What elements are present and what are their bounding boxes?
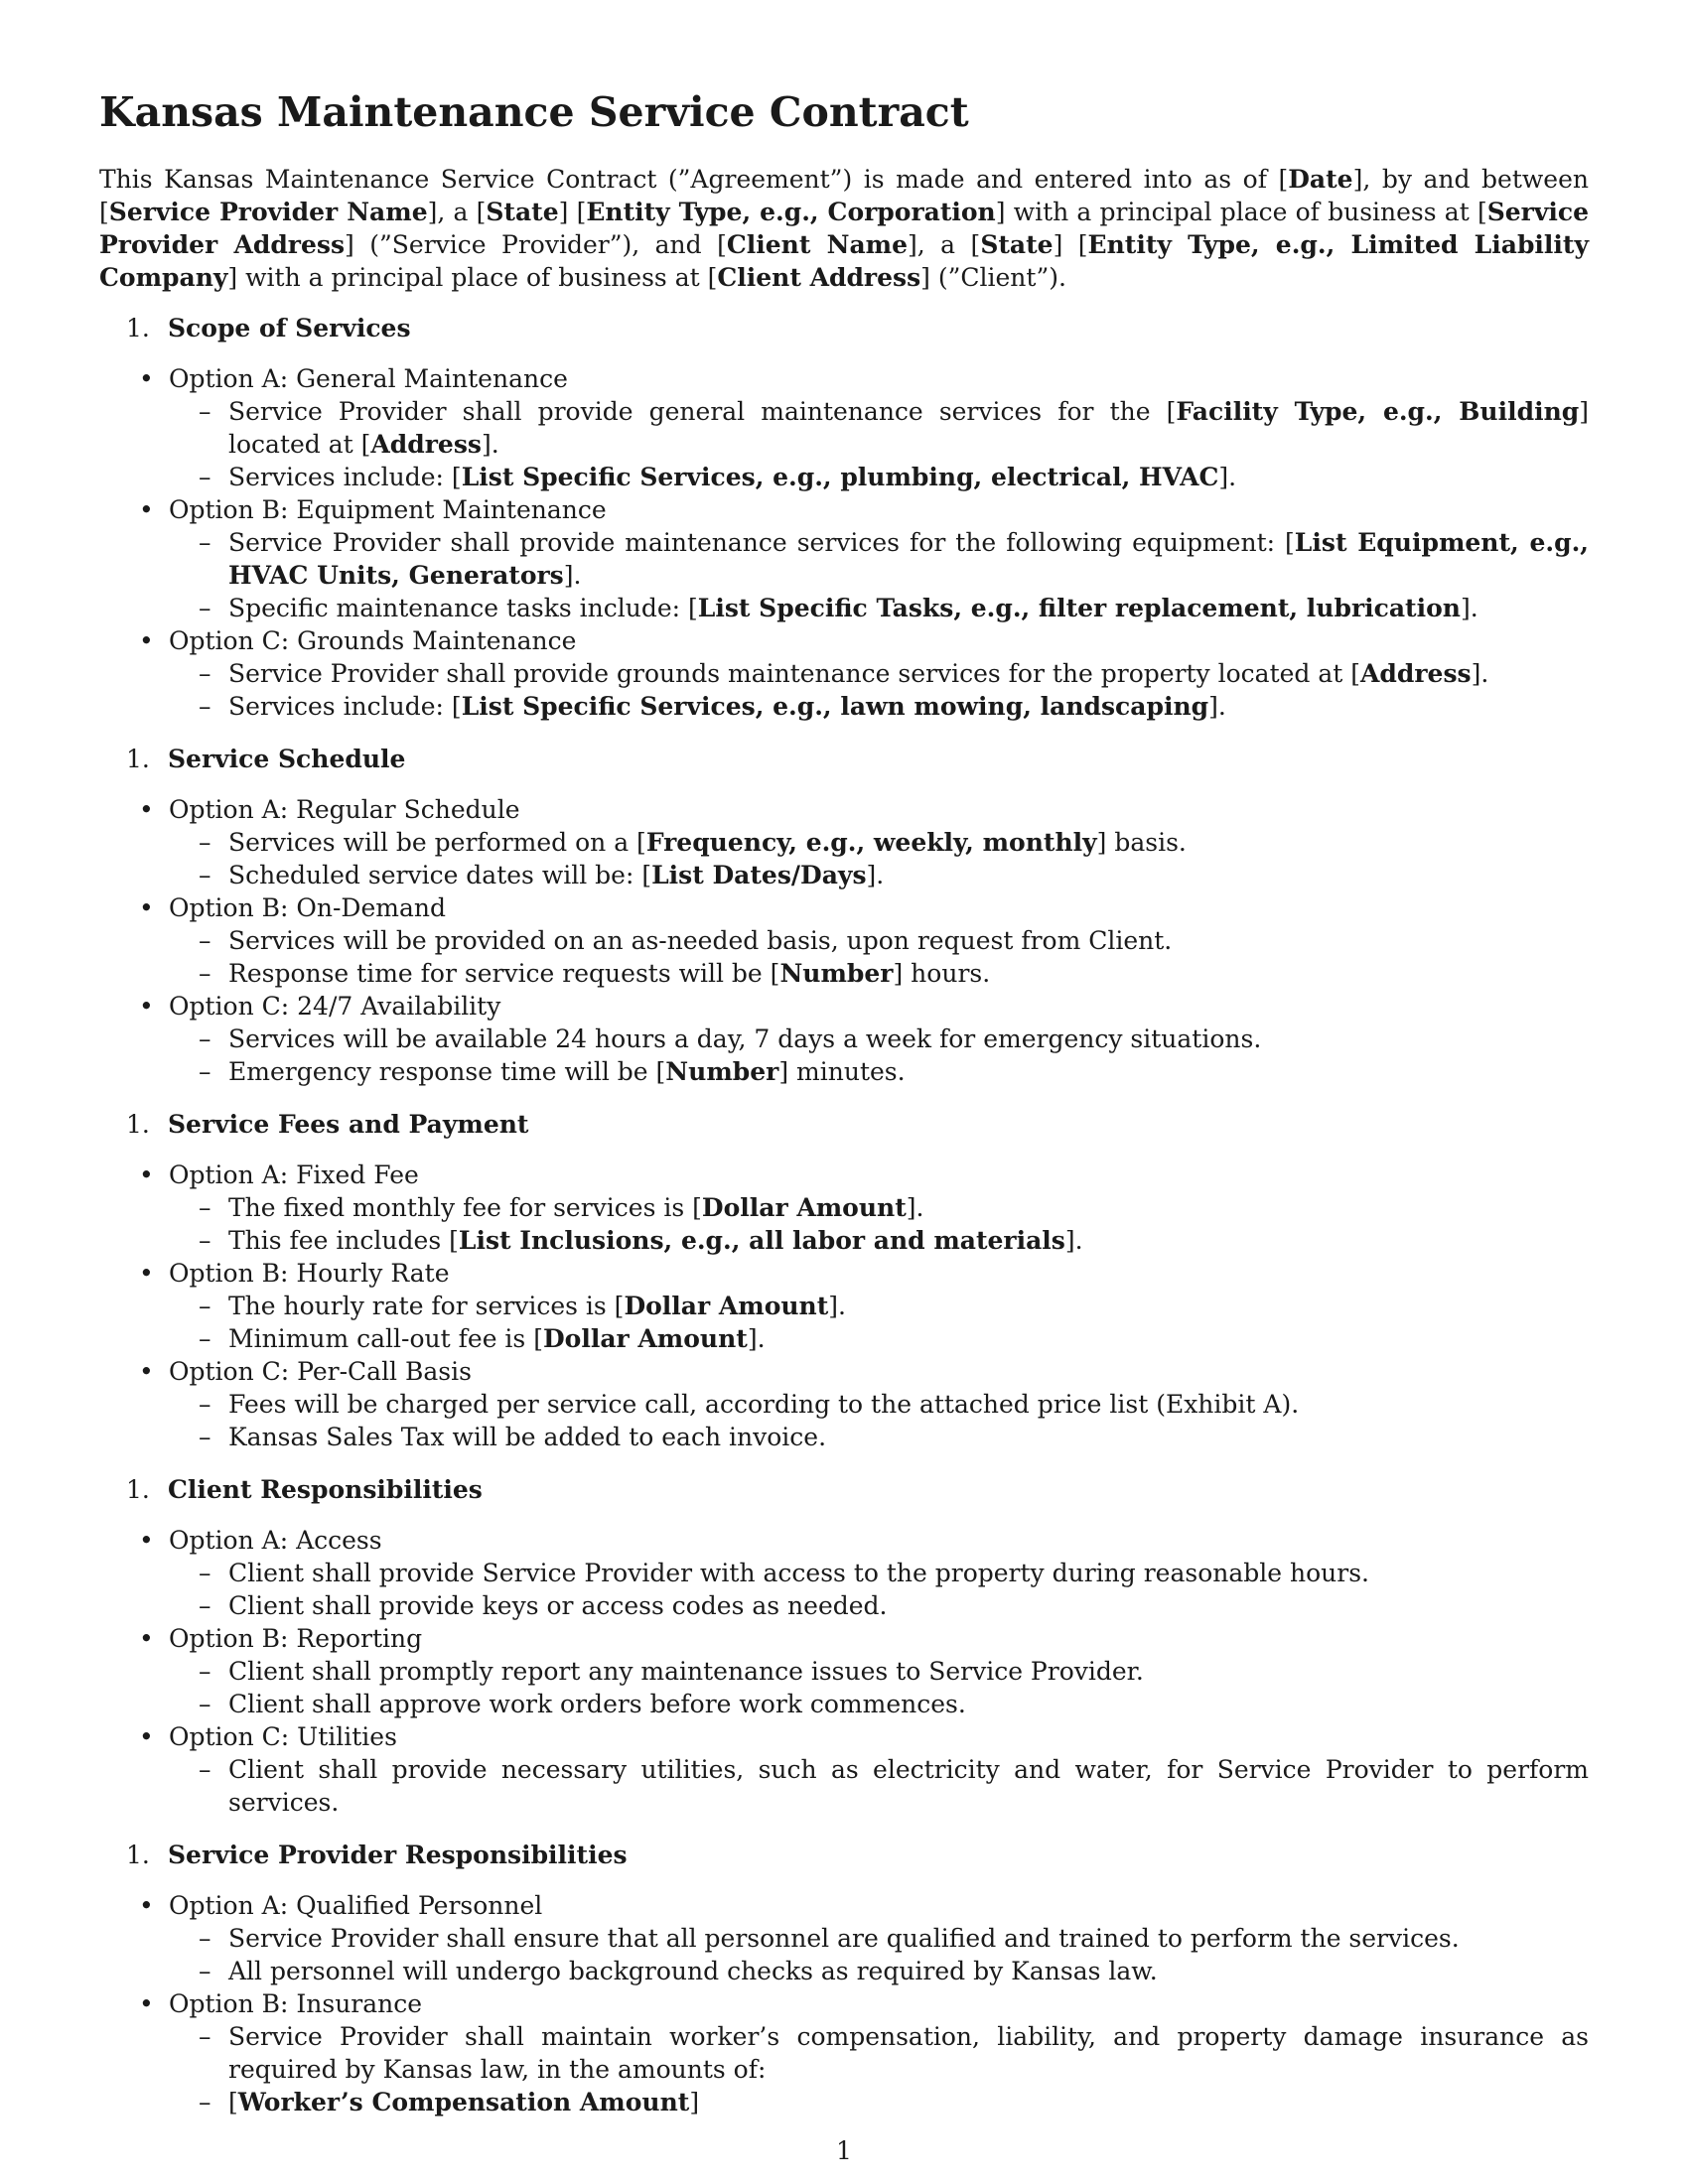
section-heading [99,1108,1589,1141]
text-run: Emergency response time will be [ [228,1057,666,1086]
sub-item [169,592,1589,624]
option-item [99,1720,1589,1819]
option-label: Option C: Per-Call Basis [169,1357,472,1386]
section-heading [99,1839,1589,1871]
text-run: Client shall provide Service Provider with access to the property during reasonable hours. [228,1559,1369,1587]
placeholder-field: List Specific Services, e.g., lawn mowing, landscaping [461,692,1209,721]
text-run: Services will be performed on a [ [228,828,646,857]
page-number: 1 [836,2136,852,2165]
text-run: ]. [1460,594,1478,622]
text-run: The fixed monthly fee for services is [ [228,1193,702,1222]
sub-items-list [169,1655,1589,1720]
options-list [99,1524,1589,1819]
text-run: ] [ [558,198,587,226]
option-item [99,793,1589,891]
option-item [99,1355,1589,1453]
section-number: 1. [126,745,150,773]
text-run: The hourly rate for services is [ [228,1292,625,1320]
option-item [99,362,1589,493]
option-label: Option A: General Maintenance [169,364,568,393]
text-run: Kansas Sales Tax will be added to each invoice. [228,1423,827,1451]
option-item [99,1524,1589,1622]
sub-items-list [169,1753,1589,1819]
sub-item [169,1955,1589,1987]
option-label: Option B: Reporting [169,1624,423,1653]
text-run: ]. [828,1292,846,1320]
option-label: Option B: Insurance [169,1989,423,2018]
option-item [99,1889,1589,1987]
sub-items-list [169,1290,1589,1355]
text-run: Minimum call-out fee is [ [228,1324,543,1353]
option-label: Option A: Regular Schedule [169,795,520,824]
placeholder-field: Service Provider Name [108,198,428,226]
sub-item [169,1388,1589,1421]
text-run: Services will be provided on an as-needed basis, upon request from Client. [228,926,1173,955]
sub-items-list [169,395,1589,493]
text-run: ], a [ [908,230,981,259]
placeholder-field: Entity Type, e.g., Corporation [586,198,996,226]
placeholder-field: Client Name [726,230,909,259]
text-run: Specific maintenance tasks include: [ [228,594,698,622]
section-number: 1. [126,1475,150,1504]
sub-item [169,2086,1589,2118]
text-run: Service Provider shall maintain worker’s compensation, liability, and property damage insurance as required by Kansas law, in the amounts of: [228,2022,1589,2084]
sub-item [169,1589,1589,1622]
placeholder-field: List Dates/Days [651,861,867,889]
text-run: ] [ [1053,230,1088,259]
placeholder-field: Address [370,430,482,459]
options-list [99,793,1589,1088]
text-run: All personnel will undergo background checks as required by Kansas law. [228,1957,1158,1985]
text-run: This fee includes [ [228,1226,459,1255]
option-item [99,1622,1589,1720]
placeholder-field: State [980,230,1054,259]
section-title: Service Provider Responsibilities [168,1841,628,1869]
placeholder-field: List Inclusions, e.g., all labor and materials [458,1226,1065,1255]
document-title: Kansas Maintenance Service Contract [99,88,969,136]
sub-item [169,957,1589,990]
text-run: Services include: [ [228,463,462,491]
text-run: ]. [482,430,499,459]
text-run: ]. [563,561,582,590]
sub-items-list [169,1023,1589,1088]
option-label: Option A: Fixed Fee [169,1160,419,1189]
text-run: Service Provider shall provide grounds maintenance services for the property located at [ [228,659,1361,688]
sub-item [169,461,1589,493]
text-run: Response time for service requests will be [ [228,959,780,988]
sub-item [169,1290,1589,1322]
text-run: Service Provider shall provide general maintenance services for the [ [228,397,1177,426]
sub-items-list [169,826,1589,891]
option-item [99,891,1589,990]
option-item [99,1987,1589,2118]
text-run: Services will be available 24 hours a day, 7 days a week for emergency situations. [228,1024,1262,1053]
placeholder-field: Facility Type, e.g., Building [1176,397,1580,426]
section-heading [99,312,1589,344]
section-title: Service Fees and Payment [168,1110,529,1139]
text-run: ] with a principal place of business at [ [227,263,718,292]
option-label: Option B: Hourly Rate [169,1259,450,1288]
placeholder-field: Date [1288,165,1353,194]
options-list [99,1889,1589,2118]
placeholder-field: Dollar Amount [624,1292,829,1320]
text-run: Services include: [ [228,692,462,721]
document-page [99,87,1589,2138]
text-run: Scheduled service dates will be: [ [228,861,652,889]
placeholder-field: Client Address [717,263,921,292]
sub-items-list [169,1191,1589,1257]
sub-item [169,826,1589,859]
text-run: ]. [1471,659,1489,688]
placeholder-field: Service Provider Address [99,198,1589,259]
sub-item [169,1421,1589,1453]
placeholder-field: Dollar Amount [542,1324,748,1353]
sections-container [99,312,1589,2118]
option-label: Option B: On-Demand [169,893,446,922]
placeholder-field: Dollar Amount [701,1193,907,1222]
placeholder-field: Number [779,959,894,988]
options-list [99,362,1589,723]
text-run: ] (”Client”). [920,263,1066,292]
sub-item [169,690,1589,723]
sub-item [169,1322,1589,1355]
section-number: 1. [126,1841,150,1869]
sub-item [169,1922,1589,1955]
text-run: ] [689,2088,700,2116]
sub-item [169,1753,1589,1819]
sub-item [169,395,1589,461]
options-list [99,1159,1589,1453]
text-run: ]. [1208,692,1226,721]
placeholder-field: State [486,198,559,226]
text-run: ]. [906,1193,924,1222]
option-item [99,1159,1589,1257]
sub-item [169,1224,1589,1257]
option-item [99,493,1589,624]
sub-items-list [169,1557,1589,1622]
option-label: Option C: Utilities [169,1722,397,1751]
sub-item [169,1191,1589,1224]
option-item [99,624,1589,723]
text-run: ] (”Service Provider”), and [ [345,230,727,259]
section-heading [99,1473,1589,1506]
section-heading [99,743,1589,775]
option-label: Option B: Equipment Maintenance [169,495,607,524]
sub-items-list [169,526,1589,624]
option-item [99,1257,1589,1355]
text-run: Service Provider shall provide maintenance services for the following equipment: [ [228,528,1295,557]
intro-paragraph [99,163,1589,294]
placeholder-field: List Specific Tasks, e.g., filter replacement, lubrication [697,594,1461,622]
text-run: Fees will be charged per service call, according to the attached price list (Exhibit A). [228,1390,1300,1419]
text-run: ] minutes. [778,1057,906,1086]
sub-items-list [169,657,1589,723]
section-title: Service Schedule [168,745,406,773]
sub-item [169,1557,1589,1589]
placeholder-field: Address [1360,659,1472,688]
text-run: [ [228,2088,238,2116]
placeholder-field: Frequency, e.g., weekly, monthly [645,828,1097,857]
placeholder-field: List Specific Services, e.g., plumbing, electrical, HVAC [461,463,1219,491]
sub-item [169,859,1589,891]
text-run: ] with a principal place of business at [ [995,198,1487,226]
placeholder-field: Number [665,1057,779,1086]
text-run: Client shall provide keys or access codes as needed. [228,1591,888,1620]
sub-items-list [169,2020,1589,2118]
option-label: Option C: 24/7 Availability [169,992,501,1021]
text-run: ] hours. [893,959,991,988]
sub-items-list [169,924,1589,990]
text-run: ] located at [ [228,397,1589,459]
text-run: ] basis. [1096,828,1187,857]
placeholder-field: List Equipment, e.g., HVAC Units, Generators [228,528,1589,590]
text-run: Service Provider shall ensure that all personnel are qualified and trained to perform the services. [228,1924,1460,1953]
text-run: ]. [747,1324,766,1353]
sub-items-list [169,1922,1589,1987]
sub-item [169,1688,1589,1720]
text-run: This Kansas Maintenance Service Contract (”Agreement”) is made and entered into as of [ [99,165,1289,194]
sub-item [169,924,1589,957]
sub-items-list [169,1388,1589,1453]
sub-item [169,1055,1589,1088]
section-title: Client Responsibilities [168,1475,483,1504]
text-run: ]. [1064,1226,1083,1255]
text-run: Client shall promptly report any maintenance issues to Service Provider. [228,1657,1144,1686]
text-run: ]. [866,861,885,889]
sub-item [169,1655,1589,1688]
sub-item [169,526,1589,592]
section-number: 1. [126,1110,150,1139]
placeholder-field: Entity Type, e.g., Limited Liability Company [99,230,1589,292]
option-label: Option C: Grounds Maintenance [169,626,577,655]
sub-item [169,1023,1589,1055]
sub-item [169,657,1589,690]
text-run: Client shall provide necessary utilities, such as electricity and water, for Service Provider to perform services. [228,1755,1589,1817]
text-run: ], by and between [ [99,165,1589,226]
option-label: Option A: Qualified Personnel [169,1891,543,1920]
text-run: ], a [ [427,198,487,226]
sub-item [169,2020,1589,2086]
text-run: ]. [1218,463,1237,491]
section-number: 1. [126,314,150,342]
section-title: Scope of Services [168,314,411,342]
option-item [99,990,1589,1088]
text-run: Client shall approve work orders before work commences. [228,1690,966,1718]
option-label: Option A: Access [169,1526,382,1555]
placeholder-field: Worker’s Compensation Amount [237,2088,690,2116]
